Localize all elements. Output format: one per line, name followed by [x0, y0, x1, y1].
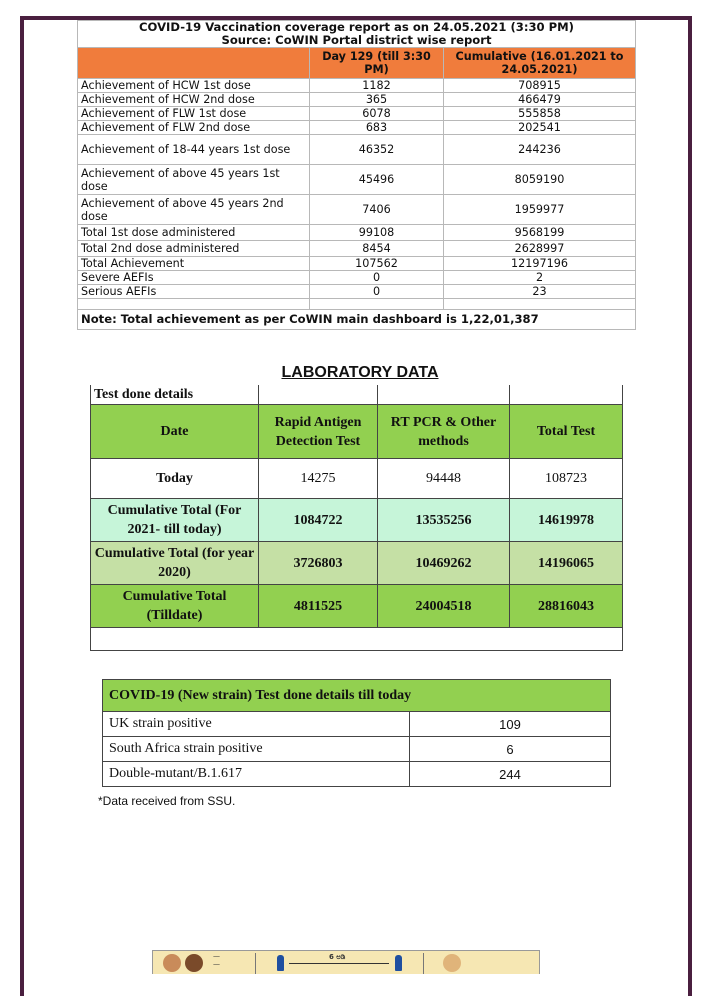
row-cumulative-value: 202541: [444, 121, 636, 135]
spacer-row: [78, 299, 636, 310]
vaccination-coverage-table: [77, 20, 636, 330]
row-rtpcr-value: 24004518: [378, 585, 510, 628]
row-total-value: 108723: [510, 459, 623, 499]
laboratory-caption: Test done details: [91, 385, 259, 405]
new-strain-table: [102, 679, 611, 787]
vaccination-title-line2: Source: CoWIN Portal district wise report: [221, 33, 492, 47]
row-day-value: 99108: [310, 225, 444, 241]
caption-blank: [259, 385, 378, 405]
header-rtpcr: RT PCR & Other methods: [378, 405, 510, 459]
table-row: [103, 737, 611, 762]
footnote: *Data received from SSU.: [98, 794, 236, 808]
table-row: [78, 135, 636, 165]
strain-value: 109: [410, 712, 611, 737]
row-day-value: 365: [310, 93, 444, 107]
table-row: [103, 712, 611, 737]
table-row: [78, 107, 636, 121]
vaccination-header-blank: [78, 48, 310, 79]
row-day-value: 45496: [310, 165, 444, 195]
laboratory-title: LABORATORY DATA: [281, 364, 439, 381]
row-label: Achievement of FLW 2nd dose: [78, 121, 310, 135]
table-row: [91, 499, 623, 542]
row-cumulative-value: 466479: [444, 93, 636, 107]
blank-cell: [91, 628, 623, 651]
vaccination-title-row: [78, 21, 636, 48]
row-cumulative-value: 9568199: [444, 225, 636, 241]
row-day-value: 7406: [310, 195, 444, 225]
row-rat-value: 3726803: [259, 542, 378, 585]
masked-face-icon: [185, 954, 203, 972]
row-label: Achievement of FLW 1st dose: [78, 107, 310, 121]
row-cumulative-value: 1959977: [444, 195, 636, 225]
vaccination-title-line1: COVID-19 Vaccination coverage report as on 24.05.2021 (3:30 PM): [139, 20, 574, 34]
laboratory-caption-row: [91, 385, 623, 405]
handwash-icon: [443, 954, 461, 972]
row-day-value: 683: [310, 121, 444, 135]
banner-text-mask: — —: [213, 952, 220, 968]
row-rtpcr-value: 10469262: [378, 542, 510, 585]
caption-blank: [378, 385, 510, 405]
row-total-value: 14619978: [510, 499, 623, 542]
blank-row: [91, 628, 623, 651]
header-total-test: Total Test: [510, 405, 623, 459]
table-row: [78, 225, 636, 241]
vaccination-note-row: [78, 310, 636, 330]
row-cumulative-value: 2: [444, 271, 636, 285]
spacer-cell: [444, 299, 636, 310]
row-cumulative-value: 8059190: [444, 165, 636, 195]
table-row: [78, 165, 636, 195]
row-label: Achievement of above 45 years 2nd dose: [78, 195, 310, 225]
table-row: [91, 459, 623, 499]
table-row: [78, 241, 636, 257]
header-rapid-antigen: Rapid Antigen Detection Test: [259, 405, 378, 459]
vaccination-note: Note: Total achievement as per CoWIN main dashboard is 1,22,01,387: [78, 310, 636, 330]
strain-label: Double-mutant/B.1.617: [103, 762, 410, 787]
strain-label: South Africa strain positive: [103, 737, 410, 762]
distance-label: 6 ಅಡಿ: [329, 953, 346, 961]
table-row: [78, 285, 636, 299]
row-rat-value: 14275: [259, 459, 378, 499]
table-row: [91, 585, 623, 628]
row-cumulative-value: 708915: [444, 79, 636, 93]
vaccination-header-day: Day 129 (till 3:30 PM): [310, 48, 444, 79]
row-label: Cumulative Total (For 2021- till today): [91, 499, 259, 542]
row-cumulative-value: 555858: [444, 107, 636, 121]
vaccination-header-cumulative: Cumulative (16.01.2021 to 24.05.2021): [444, 48, 636, 79]
row-total-value: 28816043: [510, 585, 623, 628]
banner-divider: [255, 953, 256, 974]
table-row: [78, 271, 636, 285]
row-label: Achievement of 18-44 years 1st dose: [78, 135, 310, 165]
row-label: Total 2nd dose administered: [78, 241, 310, 257]
row-day-value: 8454: [310, 241, 444, 257]
strain-title: COVID-19 (New strain) Test done details till today: [103, 680, 611, 712]
person-icon: [277, 955, 284, 971]
header-date: Date: [91, 405, 259, 459]
row-label: Total 1st dose administered: [78, 225, 310, 241]
row-day-value: 6078: [310, 107, 444, 121]
vaccination-title: [78, 21, 636, 48]
row-rtpcr-value: 13535256: [378, 499, 510, 542]
strain-value: 6: [410, 737, 611, 762]
row-rtpcr-value: 94448: [378, 459, 510, 499]
row-label: Achievement of HCW 2nd dose: [78, 93, 310, 107]
laboratory-header-row: [91, 405, 623, 459]
row-label: Achievement of HCW 1st dose: [78, 79, 310, 93]
row-day-value: 46352: [310, 135, 444, 165]
strain-header-row: [103, 680, 611, 712]
banner-divider: [423, 953, 424, 974]
table-row: [78, 79, 636, 93]
row-day-value: 0: [310, 271, 444, 285]
row-label: Severe AEFIs: [78, 271, 310, 285]
table-row: [91, 542, 623, 585]
row-cumulative-value: 23: [444, 285, 636, 299]
spacer-cell: [78, 299, 310, 310]
row-label: Achievement of above 45 years 1st dose: [78, 165, 310, 195]
row-label: Today: [91, 459, 259, 499]
laboratory-table: [90, 385, 623, 651]
row-day-value: 1182: [310, 79, 444, 93]
distance-arrow-icon: [289, 963, 389, 964]
row-label: Total Achievement: [78, 257, 310, 271]
table-row: [103, 762, 611, 787]
row-label: Cumulative Total (Tilldate): [91, 585, 259, 628]
spacer-cell: [310, 299, 444, 310]
person-icon: [395, 955, 402, 971]
table-row: [78, 93, 636, 107]
row-rat-value: 4811525: [259, 585, 378, 628]
table-row: [78, 257, 636, 271]
row-cumulative-value: 12197196: [444, 257, 636, 271]
strain-label: UK strain positive: [103, 712, 410, 737]
row-total-value: 14196065: [510, 542, 623, 585]
row-cumulative-value: 2628997: [444, 241, 636, 257]
strain-value: 244: [410, 762, 611, 787]
table-row: [78, 121, 636, 135]
row-day-value: 0: [310, 285, 444, 299]
caption-blank: [510, 385, 623, 405]
table-row: [78, 195, 636, 225]
row-cumulative-value: 244236: [444, 135, 636, 165]
row-label: Cumulative Total (for year 2020): [91, 542, 259, 585]
row-day-value: 107562: [310, 257, 444, 271]
masked-face-icon: [163, 954, 181, 972]
row-label: Serious AEFIs: [78, 285, 310, 299]
vaccination-header-row: [78, 48, 636, 79]
row-rat-value: 1084722: [259, 499, 378, 542]
covid-awareness-banner: [152, 950, 540, 974]
